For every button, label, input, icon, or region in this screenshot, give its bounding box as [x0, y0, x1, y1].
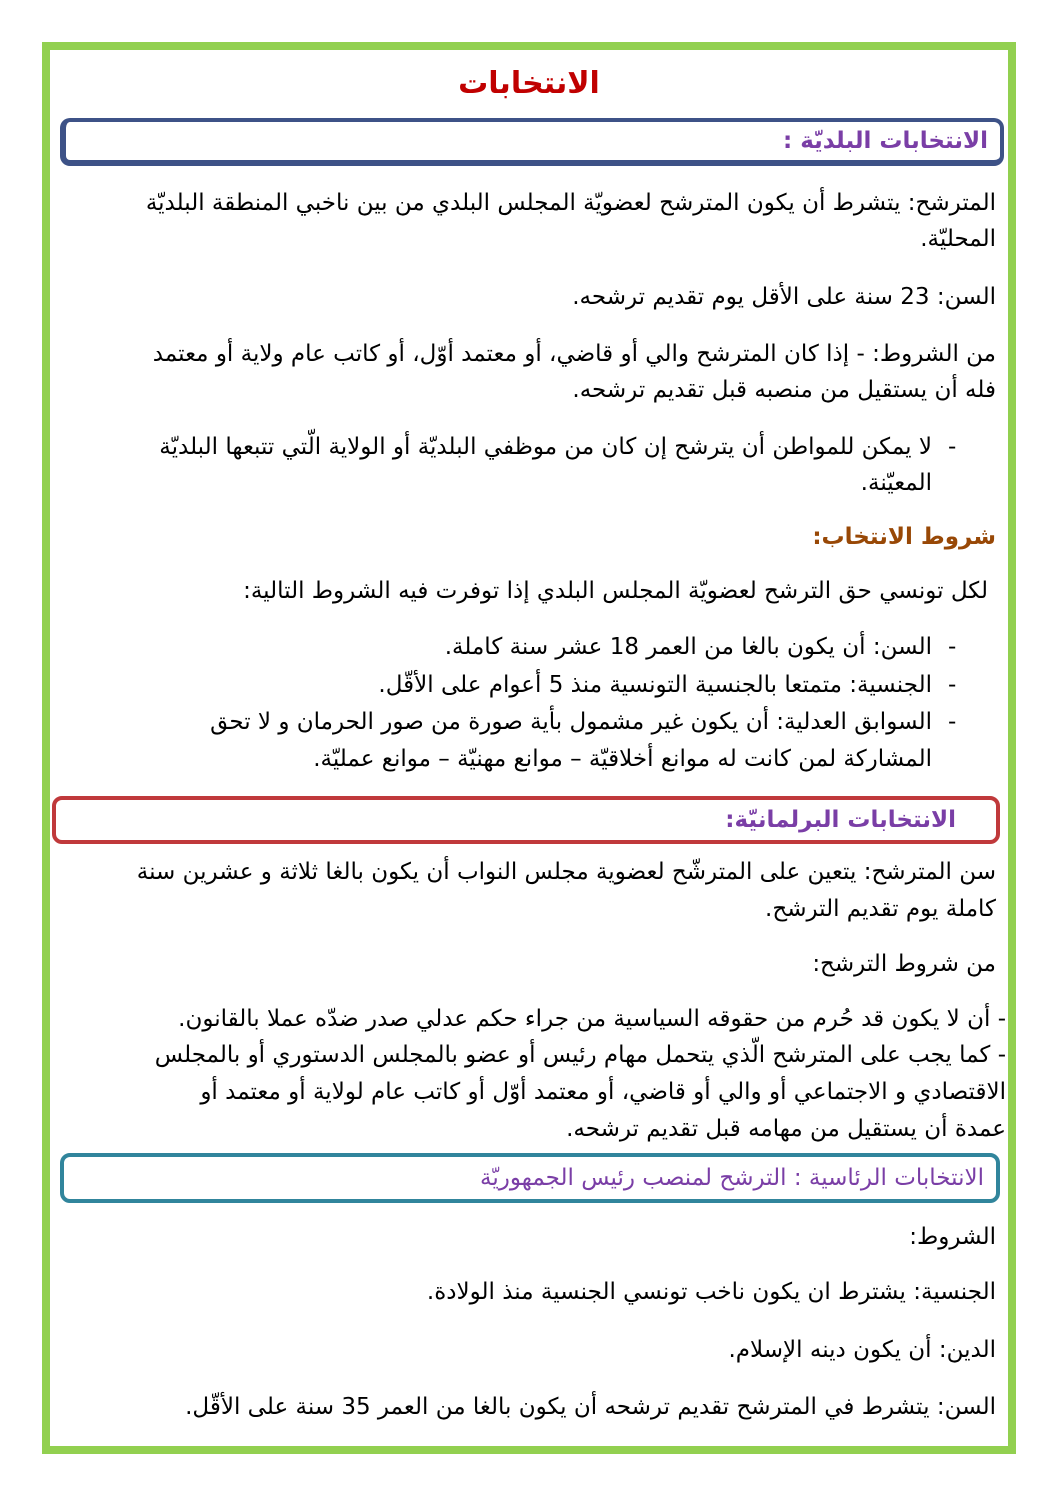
bullet-dash: - [948, 434, 957, 460]
election-condition-age: السن: أن يكون بالغا من العمر 18 عشر سنة كاملة. [444, 634, 932, 660]
parliamentary-condition-1: - أن لا يكون قد حُرم من حقوقه السياسية من جراء حكم عدلي صدر ضدّه عملا بالقانون. [178, 1006, 1006, 1032]
election-conditions-intro: لكل تونسي حق الترشح لعضويّة المجلس البلدي إذا توفرت فيه الشروط التالية: [243, 578, 988, 604]
municipal-heading: الانتخابات البلديّة : [782, 128, 988, 154]
parliamentary-heading: الانتخابات البرلمانيّة: [725, 807, 956, 833]
parliamentary-section-header [52, 796, 1000, 844]
municipal-section-header [60, 118, 1004, 166]
parliamentary-conditions-heading: من شروط الترشح: [812, 951, 996, 977]
election-condition-nationality: الجنسية: متمتعا بالجنسية التونسية منذ 5 أعوام على الأقّل. [378, 672, 932, 698]
election-condition-record-line2: المشاركة لمن كانت له موانع أخلاقيّة – موانع مهنيّة – موانع عمليّة. [313, 746, 932, 772]
presidential-heading: الانتخابات الرئاسية : الترشح لمنصب رئيس الجمهوريّة [480, 1165, 984, 1191]
municipal-bullet-line1: لا يمكن للمواطن أن يترشح إن كان من موظفي البلديّة أو الولاية الّتي تتبعها البلديّة [159, 434, 932, 460]
presidential-religion: الدين: أن يكون دينه الإسلام. [728, 1337, 996, 1363]
presidential-section-header [60, 1153, 1000, 1203]
election-condition-record-line1: السوابق العدلية: أن يكون غير مشمول بأية صورة من صور الحرمان و لا تحق [210, 709, 932, 735]
municipal-conditions-line2: فله أن يستقيل من منصبه قبل تقديم ترشحه. [572, 377, 996, 403]
page-title: الانتخابات [458, 66, 600, 101]
parliamentary-condition-2-line2: الاقتصادي و الاجتماعي أو والي أو قاضي، أو معتمد أوّل أو كاتب عام لولاية أو معتمد أو [200, 1079, 1006, 1105]
election-conditions-heading: شروط الانتخاب: [812, 524, 996, 550]
municipal-age: السن: 23 سنة على الأقل يوم تقديم ترشحه. [572, 284, 996, 310]
parliamentary-age-line2: كاملة يوم تقديم الترشح. [765, 896, 996, 922]
presidential-conditions-label: الشروط: [909, 1224, 996, 1250]
bullet-dash: - [948, 634, 957, 660]
municipal-candidate-line2: المحليّة. [920, 226, 996, 252]
presidential-age: السن: يتشرط في المترشح تقديم ترشحه أن يكون بالغا من العمر 35 سنة على الأقّل. [185, 1394, 996, 1420]
bullet-dash: - [948, 709, 957, 735]
parliamentary-condition-2-line3: عمدة أن يستقيل من مهامه قبل تقديم ترشحه. [566, 1116, 1006, 1142]
municipal-bullet-line2: المعيّنة. [860, 470, 932, 496]
presidential-nationality: الجنسية: يشترط ان يكون ناخب تونسي الجنسية منذ الولادة. [426, 1279, 996, 1305]
parliamentary-condition-2-line1: - كما يجب على المترشح الّذي يتحمل مهام رئيس أو عضو بالمجلس الدستوري أو بالمجلس [154, 1042, 1006, 1068]
bullet-dash: - [948, 672, 957, 698]
municipal-conditions-line1: من الشروط: - إذا كان المترشح والي أو قاضي، أو معتمد أوّل، أو كاتب عام ولاية أو معتمد [152, 341, 996, 367]
municipal-candidate-line1: المترشح: يتشرط أن يكون المترشح لعضويّة المجلس البلدي من بين ناخبي المنطقة البلديّة [145, 190, 996, 216]
parliamentary-age-line1: سن المترشح: يتعين على المترشّح لعضوية مجلس النواب أن يكون بالغا ثلاثة و عشرين سنة [136, 859, 996, 885]
